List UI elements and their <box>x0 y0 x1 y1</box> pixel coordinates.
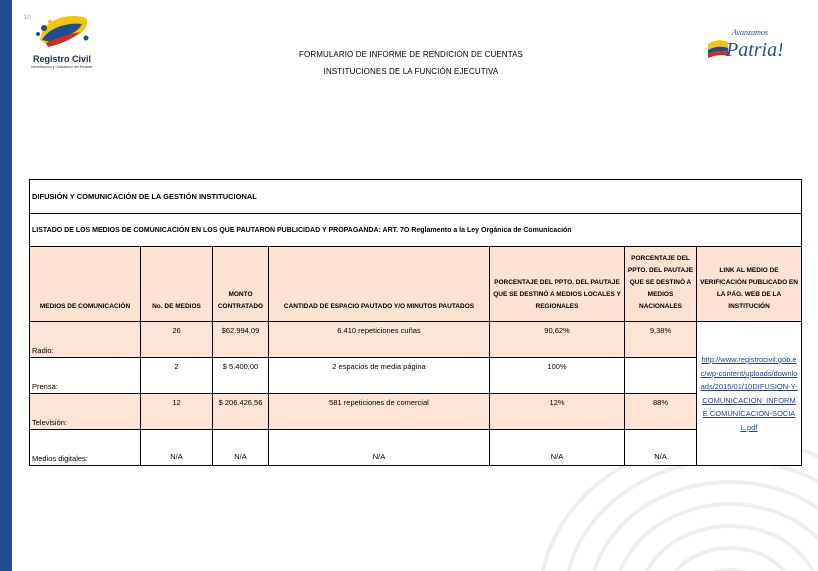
avanzamos-patria-logo <box>702 22 782 66</box>
row-pct-nacional: 9,38% <box>625 322 697 358</box>
table-row-television <box>30 394 802 430</box>
row-cantidad: 6.410 repeticiones cuñas <box>269 322 490 358</box>
document-header <box>230 46 592 80</box>
ecuador-map-emblem-icon <box>28 10 98 56</box>
section-subtitle: LISTADO DE LOS MEDIOS DE COMUNICACIÓN EN LOS QUE PAUTARON PUBLICIDAD Y PROPAGANDA: ART. 7O Reglamento a la Ley Orgánica de Comunicación <box>30 214 802 247</box>
row-nro: N/A <box>141 430 213 466</box>
row-pct-local: 90,62% <box>490 322 625 358</box>
header-medios: MEDIOS DE COMUNICACIÓN <box>30 247 141 322</box>
header-pct-nacional: PORCENTAJE DEL PPTO. DEL PAUTAJE QUE SE DESTINÓ A MEDIOS NACIONALES <box>625 247 697 322</box>
section-title: DIFUSIÓN Y COMUNICACIÓN DE LA GESTIÓN INSTITUCIONAL <box>30 180 802 214</box>
row-label: Medios digitales: <box>30 430 141 466</box>
row-pct-local: 100% <box>490 358 625 394</box>
header-monto: MONTO CONTRATADO <box>213 247 269 322</box>
row-label: Radio: <box>30 322 141 358</box>
row-monto: $ 5.400,00 <box>213 358 269 394</box>
table-row-medios-digitales <box>30 430 802 466</box>
left-accent-bar <box>0 0 12 571</box>
row-pct-nacional: N/A <box>625 430 697 466</box>
row-monto: $ 206.426,56 <box>213 394 269 430</box>
row-monto: $62.994,09 <box>213 322 269 358</box>
header-nro-medios: No. DE MEDIOS <box>141 247 213 322</box>
slide-number: 10 <box>24 15 31 21</box>
registro-civil-logo <box>28 10 98 72</box>
patria-main-text: Patria! <box>726 39 782 61</box>
row-cantidad: 2 espacios de media página <box>269 358 490 394</box>
row-nro: 2 <box>141 358 213 394</box>
row-cantidad: N/A <box>269 430 490 466</box>
verification-link[interactable]: http://www.registrocivil.gob.ec/wp-content/uploads/downloads/2015/01/10DIFUSION-Y-COMUNICACION_INFORME COMUNICACION-SOCIAL.pdf <box>700 355 798 432</box>
row-pct-local: N/A <box>490 430 625 466</box>
table-row-radio <box>30 322 802 358</box>
row-label: Prensa: <box>30 358 141 394</box>
row-pct-nacional <box>625 358 697 394</box>
patria-top-text: Avanzamos <box>732 28 768 37</box>
patria-flag-logo-icon <box>702 22 782 66</box>
registro-civil-name: Registro Civil <box>32 54 91 64</box>
header-cantidad: CANTIDAD DE ESPACIO PAUTADO Y/O MINUTOS PAUTADOS <box>269 247 490 322</box>
header-pct-local: PORCENTAJE DEL PPTO. DEL PAUTAJE QUE SE DESTINÓ A MEDIOS LOCALES Y REGIONALES <box>490 247 625 322</box>
header-line-2: INSTITUCIONES DE LA FUNCIÓN EJECUTIVA <box>323 67 499 76</box>
row-nro: 26 <box>141 322 213 358</box>
medios-comunicacion-table <box>29 179 802 466</box>
row-label: Televisión: <box>30 394 141 430</box>
row-pct-local: 12% <box>490 394 625 430</box>
registro-civil-tagline: Identificación y Cedulación del Ecuador <box>31 65 93 69</box>
header-link: LINK AL MEDIO DE VERIFICACIÓN PUBLICADO EN LA PÁG. WEB DE LA INSTITUCIÓN <box>697 247 802 322</box>
row-nro: 12 <box>141 394 213 430</box>
header-line-1: FORMULARIO DE INFORME DE RENDICIÓN DE CUENTAS <box>299 50 523 59</box>
row-pct-nacional: 88% <box>625 394 697 430</box>
row-monto: N/A <box>213 430 269 466</box>
verification-link-cell <box>697 322 802 466</box>
row-cantidad: 581 repeticiones de comercial <box>269 394 490 430</box>
table-row-prensa <box>30 358 802 394</box>
